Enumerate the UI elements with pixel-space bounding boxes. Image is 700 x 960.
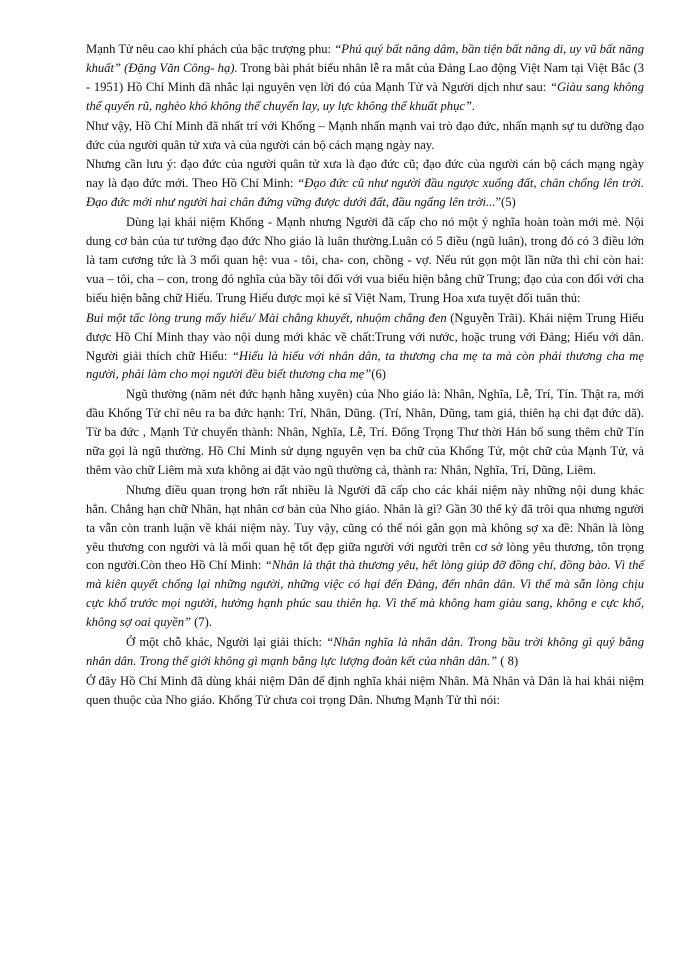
text-run: Ở một chỗ khác, Người lại giải thích: xyxy=(126,635,327,650)
paragraph xyxy=(86,385,644,480)
text-run: (6) xyxy=(371,367,386,382)
paragraph xyxy=(86,117,644,155)
paragraph xyxy=(86,633,644,671)
text-run: Nhưng cần lưu ý: đạo đức của người quân tử xưa là đạo đức cũ; đạo đức của người cán bộ cách mạng ngày nay là đạo đức mới. Theo Hồ Chí Minh: xyxy=(86,157,644,191)
paragraph xyxy=(86,481,644,632)
paragraph xyxy=(86,672,644,710)
document-page xyxy=(86,40,644,711)
text-run: (Nguyễn Trãi). Khái niệm Trung Hiếu được Hồ Chí Minh thay vào nội dung mới khác về chất:Trung với nước, hoặc trung với Đảng; Hiếu với dân. Người giải thích chữ Hiếu: xyxy=(86,310,644,363)
text-run: (7). xyxy=(191,615,212,630)
text-run: ( 8) xyxy=(497,654,519,668)
text-run: Ngũ thường (năm nét đức hạnh hằng xuyên) của Nho giáo là: Nhân, Nghĩa, Lễ, Trí, Tín. Thật ra, mới đầu Khổng Tử chỉ nêu ra ba đức hạnh: Trí, Nhân, Dũng. (Trí, Nhân, Dũng, tam giả, thiên hạ chi đạt đức dã). Từ ba đức , Mạnh Tử chuyển thành: Nhân, Nghĩa, Lễ, Trí. Đổng Trọng Thư thời Hán bổ sung thêm chữ Tín nữa gọi là ngũ thường. Hồ Chí Minh sử dụng nguyên vẹn ba chữ của Khổng Tử, một chữ của Mạnh Tử, và thêm vào chữ Liêm mà xưa không ai đặt vào ngũ thường cả, thành ra: Nhân, Nghĩa, Trí, Dũng, Liêm. xyxy=(86,387,644,477)
text-run: Trong bài phát biểu nhân lễ ra mắt của Đảng Lao động Việt Nam tại Việt Bắc (3 - 1951) Hồ Chí Minh đã nhắc lại nguyên vẹn lời đó của Mạnh Tử và Người dịch như sau: xyxy=(86,60,644,94)
quote-run: Bui một tấc lòng trung mấy hiếu/ Mài chẳng khuyết, nhuộm chẳng đen xyxy=(86,310,447,325)
paragraph xyxy=(86,40,644,116)
text-run: Mạnh Tử nêu cao khí phách của bậc trượng phu: xyxy=(86,42,335,56)
text-run: Ở đây Hồ Chí Minh đã dùng khái niệm Dân để định nghĩa khái niệm Nhân. Mà Nhân và Dân là hai khái niệm quen thuộc của Nho giáo. Khổng Tử chưa coi trọng Dân. Nhưng Mạnh Tử thì nói: xyxy=(86,673,644,707)
quote-run: “Nhân là thật thà thương yêu, hết lòng giúp đỡ đồng chí, đồng bào. Vì thế mà kiên quyết chống lại những người, những việc có hại đến Đảng, đến nhân dân. Vì thế mà sẵn lòng chịu cực khổ trước mọi người, hưởng hạnh phúc sau thiên hạ. Vì thế mà không ham giàu sang, không e cực khổ, không sợ oai quyền” xyxy=(86,558,644,630)
text-run: Như vậy, Hồ Chí Minh đã nhất trí với Khổng – Mạnh nhấn mạnh vai trò đạo đức, nhấn mạnh sự tu dưỡng đạo đức của người quân tử xưa và của người cán bộ cách mạng ngày nay. xyxy=(86,118,644,152)
text-run: Dùng lại khái niệm Khổng - Mạnh nhưng Người đã cấp cho nó một ý nghĩa hoàn toàn mới mẻ. Nội dung cơ bản của tư tưởng đạo đức Nho giáo là luân thường.Luân có 5 điều (ngũ luân), trong đó có 3 điều lớn là tam cương tức là 3 mối quan hệ: vua - tôi, cha- con, chồng - vợ. Nếu rút gọn một lần nữa thì chỉ còn hai: vua – tôi, cha – con, trong đó nghĩa của bầy tôi đối với vua biểu hiện bằng chữ Trung; đạo của con đối với cha biểu hiện bằng chữ Hiếu. Trung Hiếu được mọi kẻ sĩ Việt Nam, Trung Hoa xưa tuyệt đối tuân thủ: xyxy=(86,215,644,305)
quote-run: “Nhân nghĩa là nhân dân. Trong bầu trời không gì quý bằng nhân dân. Trong thế giới không gì mạnh bằng lực lượng đoàn kết của nhân dân.” xyxy=(86,635,644,668)
text-run: Nhưng điều quan trọng hơn rất nhiều là Người đã cấp cho các khái niệm này những nội dung khác hẳn. Chẳng hạn chữ Nhân, hạt nhân cơ bản của Nho giáo. Nhân là gì? Gần 30 thế kỷ đã trôi qua nhưng người ta vẫn còn tranh luận về khái niệm này. Tuy vậy, cũng có thể nói gắn gọn mà không sợ xa đề: Nhân là lòng yêu thương con người và là mối quan hệ tốt đẹp giữa người với người trên cơ sở lòng yêu thương, tôn trọng con người.Còn theo Hồ Chí Minh: xyxy=(86,482,644,573)
quote-run: “Phú quý bất năng dâm, bần tiện bất năng di, uy vũ bất năng khuất” (Đặng Văn Công- hạ). xyxy=(86,42,645,75)
paragraph xyxy=(86,213,644,308)
quote-run: “Hiếu là hiếu với nhân dân, ta thương cha mẹ ta mà còn phải thương cha mẹ người, phải làm cho mọi người đều biết thương cha mẹ” xyxy=(86,348,644,382)
quote-run: “Đạo đức cũ như người đầu ngược xuống đất, chân chổng lên trời. Đạo đức mới như người hai chân đứng vững được dưới đất, đầu ngẩng lên trời... xyxy=(86,176,645,210)
paragraph xyxy=(86,155,644,212)
paragraph xyxy=(86,309,644,385)
text-run: ”(5) xyxy=(495,195,516,210)
quote-run: “Giàu sang không thể quyến rũ, nghèo khó không thể chuyển lay, uy lực không thể khuất phục”. xyxy=(86,79,644,113)
